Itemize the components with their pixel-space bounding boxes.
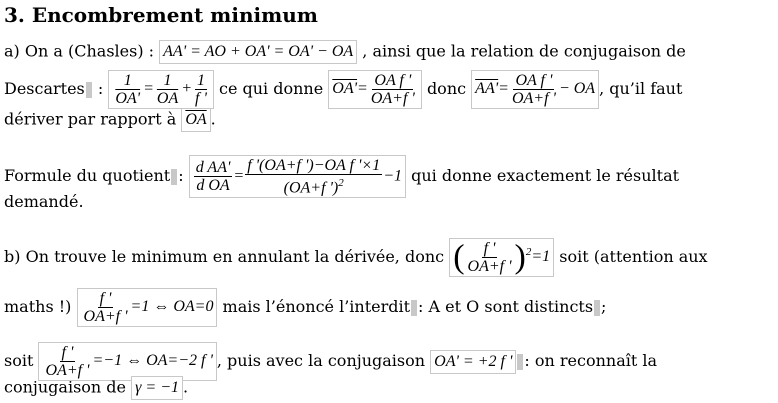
- section-title: 3. Encombrement minimum: [4, 3, 318, 27]
- anchor-marker: [86, 82, 92, 98]
- fraction: $\frac{\text{f '(OA+f ')−OA f '×1}}{(OA+f ')^2}$: [247, 157, 381, 197]
- text-donc: donc: [426, 79, 467, 98]
- anchor-marker: [171, 169, 177, 185]
- fraction: $\frac{1}{f '}$: [195, 72, 207, 107]
- part-a-line-1: [4, 40, 686, 64]
- descartes-formula: $\frac{1}{OA'}$ = $\frac{1}{OA}$ + $\frac{1}{f '}$: [108, 70, 214, 109]
- quotient-line-1: Formule du quotient : $\frac{\text{d AA'}}{\text{d OA}}$ = $\frac{\text{f '(OA+f ')−OA f '×1}}{(OA+f ')^2}$ −1 qui donne exactement le résultat: [4, 157, 680, 197]
- part-b-line-1: [4, 238, 708, 277]
- part-a-line-2: [4, 70, 682, 109]
- derive-text: dériver par rapport à: [4, 109, 177, 129]
- part-b-intro: b) On trouve le minimum en annulant la dérivée, donc: [4, 247, 445, 266]
- text-ce-qui-donne: ce qui donne: [218, 79, 324, 98]
- part-b-line1-tail: soit (attention aux: [559, 247, 708, 266]
- fraction: $\frac{\text{OA f '}}{OA+f '}$: [370, 72, 415, 107]
- quotient-line1-tail: qui donne exactement le résultat: [411, 166, 680, 186]
- anchor-marker: [517, 354, 523, 370]
- oa-prime-result: OA' = +2 f ': [430, 350, 516, 374]
- part-a-line-3: dériver par rapport à $\overline{OA}$ .: [4, 108, 216, 132]
- fraction: $\frac{\text{OA f '}}{OA+f '}$: [511, 72, 556, 107]
- gamma-value: γ = −1: [131, 376, 183, 400]
- part-a-intro: a) On a (Chasles) :: [4, 41, 155, 61]
- quotient-label: Formule du quotient: [4, 166, 171, 186]
- fraction: $\frac{1}{OA'}$: [115, 72, 141, 107]
- squared-condition: ( $\frac{f '}{OA+f '}$ )$^2$=1: [449, 238, 554, 277]
- oa-variable: $\overline{OA}$: [181, 108, 210, 132]
- part-b-line-3: soit $\frac{f '}{OA+f '}$ =−1 ⇔ OA=−2 f ' , puis avec la conjugaison OA' = +2 f ' : on reconnaît la: [4, 344, 658, 379]
- oa-prime-formula: OA'= $\frac{\text{OA f '}}{OA+f '}$: [328, 70, 422, 109]
- part-b-line-4: conjugaison de γ = −1 .: [4, 376, 188, 400]
- fraction: $\frac{f '}{OA+f '}$: [45, 344, 90, 379]
- fraction: $\frac{1}{OA}$: [156, 72, 179, 107]
- equation-plus-one: $\frac{f '}{OA+f '}$ =1 ⇔ OA=0: [77, 288, 218, 327]
- quotient-line-2: demandé.: [4, 192, 84, 211]
- colon: :: [97, 79, 104, 98]
- fraction: $\frac{f '}{OA+f '}$: [83, 290, 128, 325]
- derivative-formula: $\frac{\text{d AA'}}{\text{d OA}}$ = $\frac{\text{f '(OA+f ')−OA f '×1}}{(OA+f ')^2}$ −1: [189, 155, 406, 198]
- descartes-label: Descartes: [4, 79, 85, 98]
- fraction: $\frac{\text{d AA'}}{\text{d OA}}$: [195, 159, 231, 195]
- aa-prime-formula: AA'= $\frac{\text{OA f '}}{OA+f '}$ − OA: [471, 70, 599, 109]
- part-a-line1-tail: , ainsi que la relation de conjugaison de: [362, 41, 686, 61]
- chasles-equation: AA' = AO + OA' = OA' − OA: [159, 40, 357, 64]
- part-b-line-2: maths !) $\frac{f '}{OA+f '}$ =1 ⇔ OA=0 mais l’énoncé l’interdit : A et O sont distincts ;: [4, 290, 607, 325]
- part-a-line2-tail: , qu’il faut: [599, 79, 683, 98]
- equation-minus-one: $\frac{f '}{OA+f '}$ =−1 ⇔ OA=−2 f ': [38, 342, 216, 381]
- fraction: $\frac{f '}{OA+f '}$: [467, 240, 512, 275]
- anchor-marker: [411, 300, 417, 316]
- anchor-marker: [594, 300, 600, 316]
